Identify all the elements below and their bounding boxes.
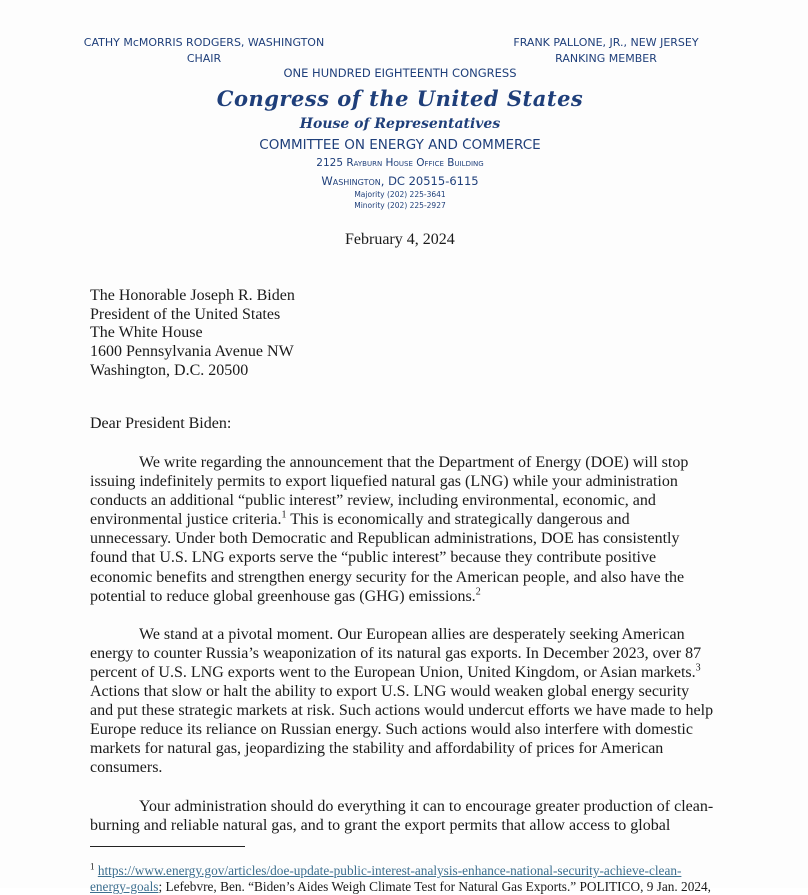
recipient-line: 1600 Pennsylvania Avenue NW [90, 343, 294, 361]
office-address: 2125 Rayburn House Office Building [316, 157, 484, 169]
paragraph: We stand at a pivotal moment. Our European allies are desperately seeking American energy to counter Russia’s weaponization of its natural gas exports. In December 2023, over 87 percent of U.S. LNG exports went to the European Union, United Kingdom, or Asian markets.$^3$ Actions that slow or halt the ability to export U.S. LNG would weaken global energy security and put these strategic markets at risk. Such actions would undercut efforts we have made to help Europe reduce its reliance on Russian energy. Such actions would also interfere with domestic markets for natural gas, jeopardizing the stability and affordability of prices for American consumers. [90, 625, 714, 777]
ranking-member-block [508, 35, 704, 67]
congress-number: ONE HUNDRED EIGHTEENTH CONGRESS [283, 66, 517, 80]
letter-date: February 4, 2024 [345, 231, 455, 248]
recipient-line: President of the United States [90, 305, 281, 323]
majority-phone: Majority (202) 225-3641 [354, 190, 446, 199]
ranking-member-title: RANKING MEMBER [555, 52, 657, 65]
chair-name: CATHY McMORRIS RODGERS, WASHINGTON [83, 36, 325, 49]
letter-body [90, 453, 720, 854]
minority-phone: Minority (202) 225-2927 [354, 201, 446, 210]
committee-name: COMMITTEE ON ENERGY AND COMMERCE [259, 137, 541, 153]
footnote [90, 863, 730, 895]
recipient-line: Washington, D.C. 20500 [90, 361, 249, 379]
house-title: House of Representatives [299, 116, 501, 132]
paragraph: Your administration should do everything it can to encourage greater production of clean- burning and reliable natural gas, and to grant the export permits that allow access to global [90, 797, 714, 834]
chair-title: CHAIR [186, 52, 222, 65]
paragraph: We write regarding the announcement that the Department of Energy (DOE) will stop issuing indefinitely permits to export liquefied natural gas (LNG) while your administration conducts an additional “public interest” review, including environmental, economic, and environmental justice criteria.$^1$ This is economically and strategically dangerous and unnecessary. Under both Democratic and Republican administrations, DOE has consistently found that U.S. LNG exports serve the “public interest” because they contribute positive economic benefits and strengthen energy security for the American people, and also have the potential to reduce global greenhouse gas (GHG) emissions.$^2$ [90, 454, 689, 605]
footnote-citation: ; Lefebvre, Ben. “Biden’s Aides Weigh Climate Test for Natural Gas Exports.” POLITICO, 9 Jan. 2024, [158, 879, 711, 894]
salutation: Dear President Biden: [90, 415, 232, 432]
footnote-ref[interactable]: 3 [695, 662, 701, 674]
footnote-link[interactable]: https://www.energy.gov/articles/doe-update-public-interest-analysis-enhance-national-security-achieve-clean- energy-goals [90, 863, 682, 894]
city-address: Washington, DC 20515-6115 [321, 174, 479, 188]
ranking-member-name: FRANK PALLONE, JR., NEW JERSEY [513, 36, 699, 49]
congress-title: Congress of the United States [216, 86, 584, 111]
footnote-divider [90, 846, 245, 847]
footnote-ref[interactable]: 2 [475, 586, 481, 598]
recipient-line: The Honorable Joseph R. Biden [90, 287, 295, 304]
footnote-number: 1 [90, 861, 95, 872]
recipient-line: The White House [90, 324, 203, 342]
footnote-ref[interactable]: 1 [281, 509, 287, 521]
chair-block [80, 35, 328, 67]
recipient-address [90, 287, 295, 381]
